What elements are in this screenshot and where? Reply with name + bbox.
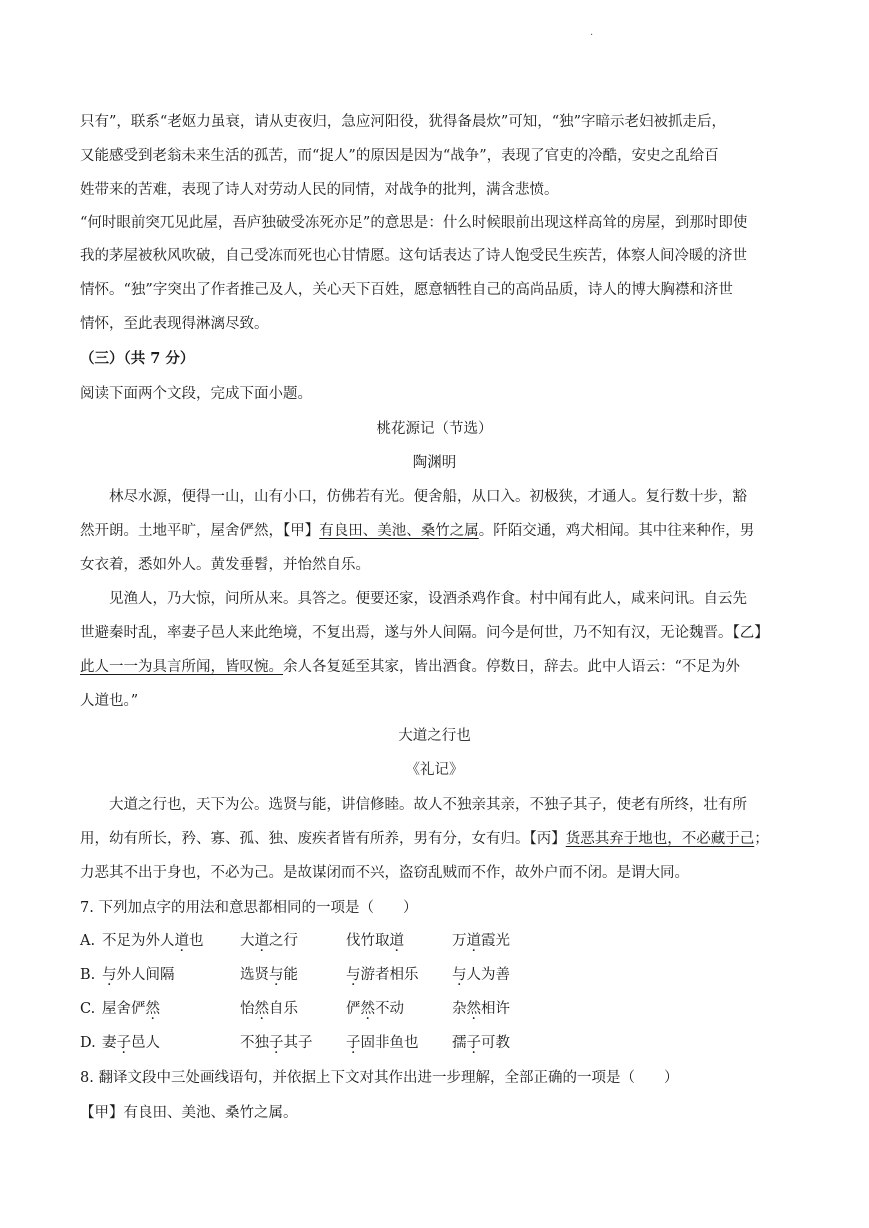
text2-line	[80, 829, 769, 849]
text1-line: 林尽水源，便得一山，山有小口，仿佛若有光。便舍船，从口入。初极狭，才通人。复行数十步，豁	[80, 489, 747, 505]
underlined-sentence-bing: 货恶其弃于地也，不必藏于己	[565, 831, 755, 847]
dotted-character: 与	[452, 967, 467, 983]
option-phrase: 怡然自乐	[240, 1001, 298, 1017]
option-label: C.	[80, 1001, 96, 1017]
analysis-line: 情怀，至此表现得淋漓尽致。	[80, 316, 269, 332]
dotted-character: 道	[389, 933, 404, 949]
analysis-line: 姓带来的苦难，表现了诗人对劳动人民的同情，对战争的批判，满含悲愤。	[80, 182, 559, 198]
question-8-stem: 8. 翻译文段中三处画线语句，并依据上下文对其作出进一步理解，全部正确的一项是（ ）	[80, 1070, 679, 1086]
text1-line	[80, 521, 754, 541]
question-8-jia: 【甲】有良田、美池、桑竹之属。	[80, 1105, 298, 1121]
option-label: B.	[80, 967, 96, 983]
text1-line: 人道也。”	[80, 693, 139, 709]
dotted-character: 子	[346, 1035, 361, 1051]
text2-line: 力恶其不出于身也，不必为己。是故谋闭而不兴，盗窃乱贼而不作，故外户而不闭。是谓大同。	[80, 865, 689, 881]
dotted-character: 子	[269, 1035, 284, 1051]
dotted-character: 子	[116, 1035, 131, 1051]
dotted-character: 与	[102, 967, 117, 983]
underlined-sentence-yi: 此人一一为具言所闻，皆叹惋。	[80, 659, 283, 675]
dotted-character: 然	[254, 1001, 269, 1017]
option-phrase: 与外人间隔	[102, 967, 175, 983]
page-mark: ·	[590, 30, 594, 41]
option-phrase: 俨然不动	[346, 1001, 404, 1017]
dotted-character: 然	[145, 1001, 160, 1017]
dotted-character: 然	[466, 1001, 481, 1017]
analysis-line: 情怀。“独”字突出了作者推己及人，关心天下百姓，愿意牺牲自己的高尚品质，诗人的博大胸襟和济世	[80, 282, 733, 298]
analysis-line: 我的茅屋被秋风吹破，自己受冻而死也心甘情愿。这句话表达了诗人饱受民生疾苦，体察人间冷暖的济世	[80, 248, 747, 264]
option-phrase: 万道霞光	[452, 933, 510, 949]
dotted-character: 然	[360, 1001, 375, 1017]
option-phrase: 大道之行	[240, 933, 298, 949]
option-phrase: 屋舍俨然	[102, 1001, 160, 1017]
text2-source: 《礼记》	[405, 762, 464, 778]
text1-segment: 。阡陌交通，鸡犬相闻。其中往来种作，男	[478, 523, 755, 539]
text1-title: 桃花源记（节选）	[376, 421, 493, 437]
text2-segment: ；	[754, 831, 769, 847]
text1-line: 世避秦时乱，率妻子邑人来此绝境，不复出焉，遂与外人间隔。问今是何世，乃不知有汉，无论魏晋。【乙】	[80, 625, 769, 641]
text2-segment: 用，幼有所长，矜、寡、孤、独、废疾者皆有所养，男有分，女有归。【丙】	[80, 831, 566, 847]
text1-line: 见渔人，乃大惊，问所从来。具答之。便要还家，设酒杀鸡作食。村中闻有此人，咸来问讯。自云先	[80, 591, 747, 607]
text1-author: 陶渊明	[412, 455, 457, 471]
analysis-line: “何时眼前突兀见此屋，吾庐独破受冻死亦足”的意思是：什么时候眼前出现这样高耸的房屋，到那时即使	[80, 215, 748, 231]
option-phrase: 选贤与能	[240, 967, 298, 983]
section-instruction: 阅读下面两个文段，完成下面小题。	[80, 386, 312, 402]
text1-line: 女衣着，悉如外人。黄发垂髫，并怡然自乐。	[80, 557, 370, 573]
option-phrase: 孺子可教	[452, 1035, 510, 1051]
option-phrase: 不足为外人道也	[102, 933, 204, 949]
dotted-character: 与	[346, 967, 361, 983]
option-phrase: 杂然相许	[452, 1001, 510, 1017]
text1-segment: 余人各复延至其家，皆出酒食。停数日，辞去。此中人语云：“不足为外	[283, 659, 740, 675]
question-7-stem: 7. 下列加点字的用法和意思都相同的一项是（ ）	[80, 900, 418, 916]
text1-line	[80, 657, 740, 677]
dotted-character: 与	[269, 967, 284, 983]
analysis-line: 又能感受到老翁未来生活的孤苦，而“捉人”的原因是因为“战争”，表现了官吏的冷酷，安史之乱给百	[80, 148, 719, 164]
text2-title: 大道之行也	[398, 728, 471, 744]
underlined-sentence-jia: 有良田、美池、桑竹之属	[319, 523, 479, 539]
option-phrase: 伐竹取道	[346, 933, 404, 949]
dotted-character: 子	[466, 1035, 481, 1051]
option-phrase: 不独子其子	[240, 1035, 313, 1051]
dotted-character: 道	[174, 933, 189, 949]
analysis-line: 只有”，联系“老妪力虽衰，请从吏夜归，急应河阳役，犹得备晨炊”可知，“独”字暗示老妇被抓走后，	[80, 114, 727, 130]
dotted-character: 道	[466, 933, 481, 949]
dotted-character: 道	[254, 933, 269, 949]
option-phrase: 子固非鱼也	[346, 1035, 419, 1051]
text1-segment: 然开朗。土地平旷，屋舍俨然，【甲】	[80, 523, 320, 539]
option-phrase: 与游者相乐	[346, 967, 419, 983]
text2-line: 大道之行也，天下为公。选贤与能，讲信修睦。故人不独亲其亲，不独子其子，使老有所终，壮有所	[80, 797, 747, 813]
option-phrase: 与人为善	[452, 967, 510, 983]
option-label: D.	[80, 1035, 96, 1051]
section-heading: （三）（共 7 分）	[80, 350, 195, 367]
option-label: A.	[80, 933, 96, 949]
option-phrase: 妻子邑人	[102, 1035, 160, 1051]
